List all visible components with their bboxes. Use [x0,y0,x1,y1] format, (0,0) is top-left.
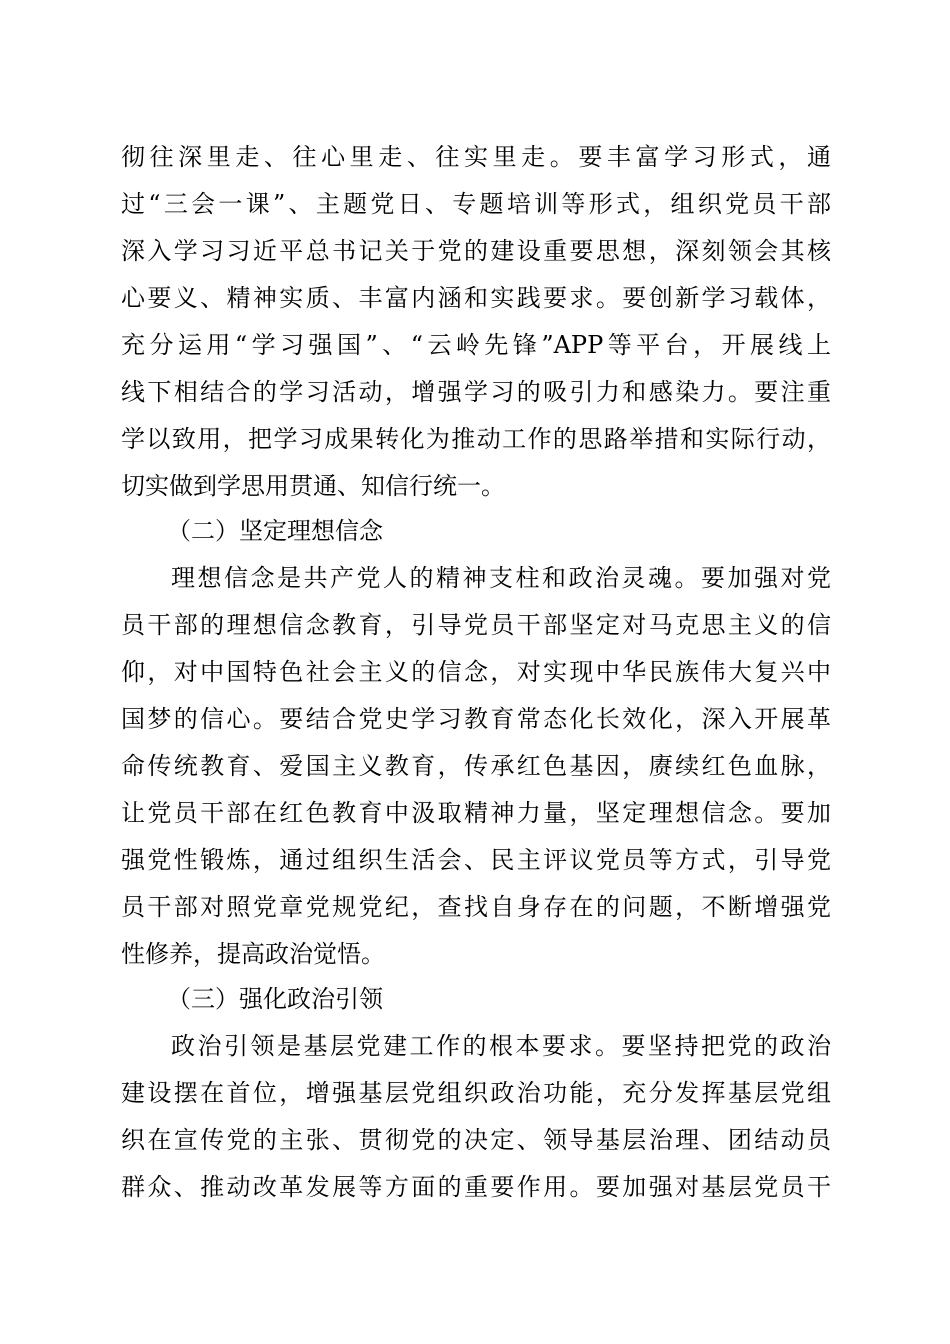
text-line: 国梦的信心。要结合党史学习教育常态化长效化，深入开展革 [121,705,831,733]
text-line: 群众、推动改革发展等方面的重要作用。要加强对基层党员干 [121,1173,831,1201]
text-line: 员干部的理想信念教育，引导党员干部坚定对马克思主义的信 [121,611,831,639]
text-line: 建设摆在首位，增强基层党组织政治功能，充分发挥基层党组 [121,1079,831,1107]
text-line: 命传统教育、爱国主义教育，传承红色基因，赓续红色血脉， [121,752,831,780]
text-line: 学以致用，把学习成果转化为推动工作的思路举措和实际行动， [121,425,831,453]
text-line: 仰，对中国特色社会主义的信念，对实现中华民族伟大复兴中 [121,658,831,686]
text-line: 性修养，提高政治觉悟。 [121,940,385,968]
text-line: 彻往深里走、往心里走、往实里走。要丰富学习形式，通 [121,143,831,171]
section-heading: （二）坚定理想信念 [167,517,383,545]
text-line: 切实做到学思用贯通、知信行统一。 [121,472,505,500]
text-line: 心要义、精神实质、丰富内涵和实践要求。要创新学习载体， [121,284,831,312]
section-heading: （三）强化政治引领 [167,985,383,1013]
text-line: 员干部对照党章党规党纪，查找自身存在的问题，不断增强党 [121,893,831,921]
text-line: 充分运用“学习强国”、“云岭先锋”APP等平台，开展线上 [121,331,831,359]
text-line: 理想信念是共产党人的精神支柱和政治灵魂。要加强对党 [171,564,831,592]
text-line: 织在宣传党的主张、贯彻党的决定、领导基层治理、团结动员 [121,1126,831,1154]
text-line: 政治引领是基层党建工作的根本要求。要坚持把党的政治 [171,1032,831,1060]
text-line: 过“三会一课”、主题党日、专题培训等形式，组织党员干部 [121,190,831,218]
text-line: 线下相结合的学习活动，增强学习的吸引力和感染力。要注重 [121,378,831,406]
text-line: 强党性锻炼，通过组织生活会、民主评议党员等方式，引导党 [121,846,831,874]
text-line: 深入学习习近平总书记关于党的建设重要思想，深刻领会其核 [121,237,831,265]
text-line: 让党员干部在红色教育中汲取精神力量，坚定理想信念。要加 [121,799,831,827]
